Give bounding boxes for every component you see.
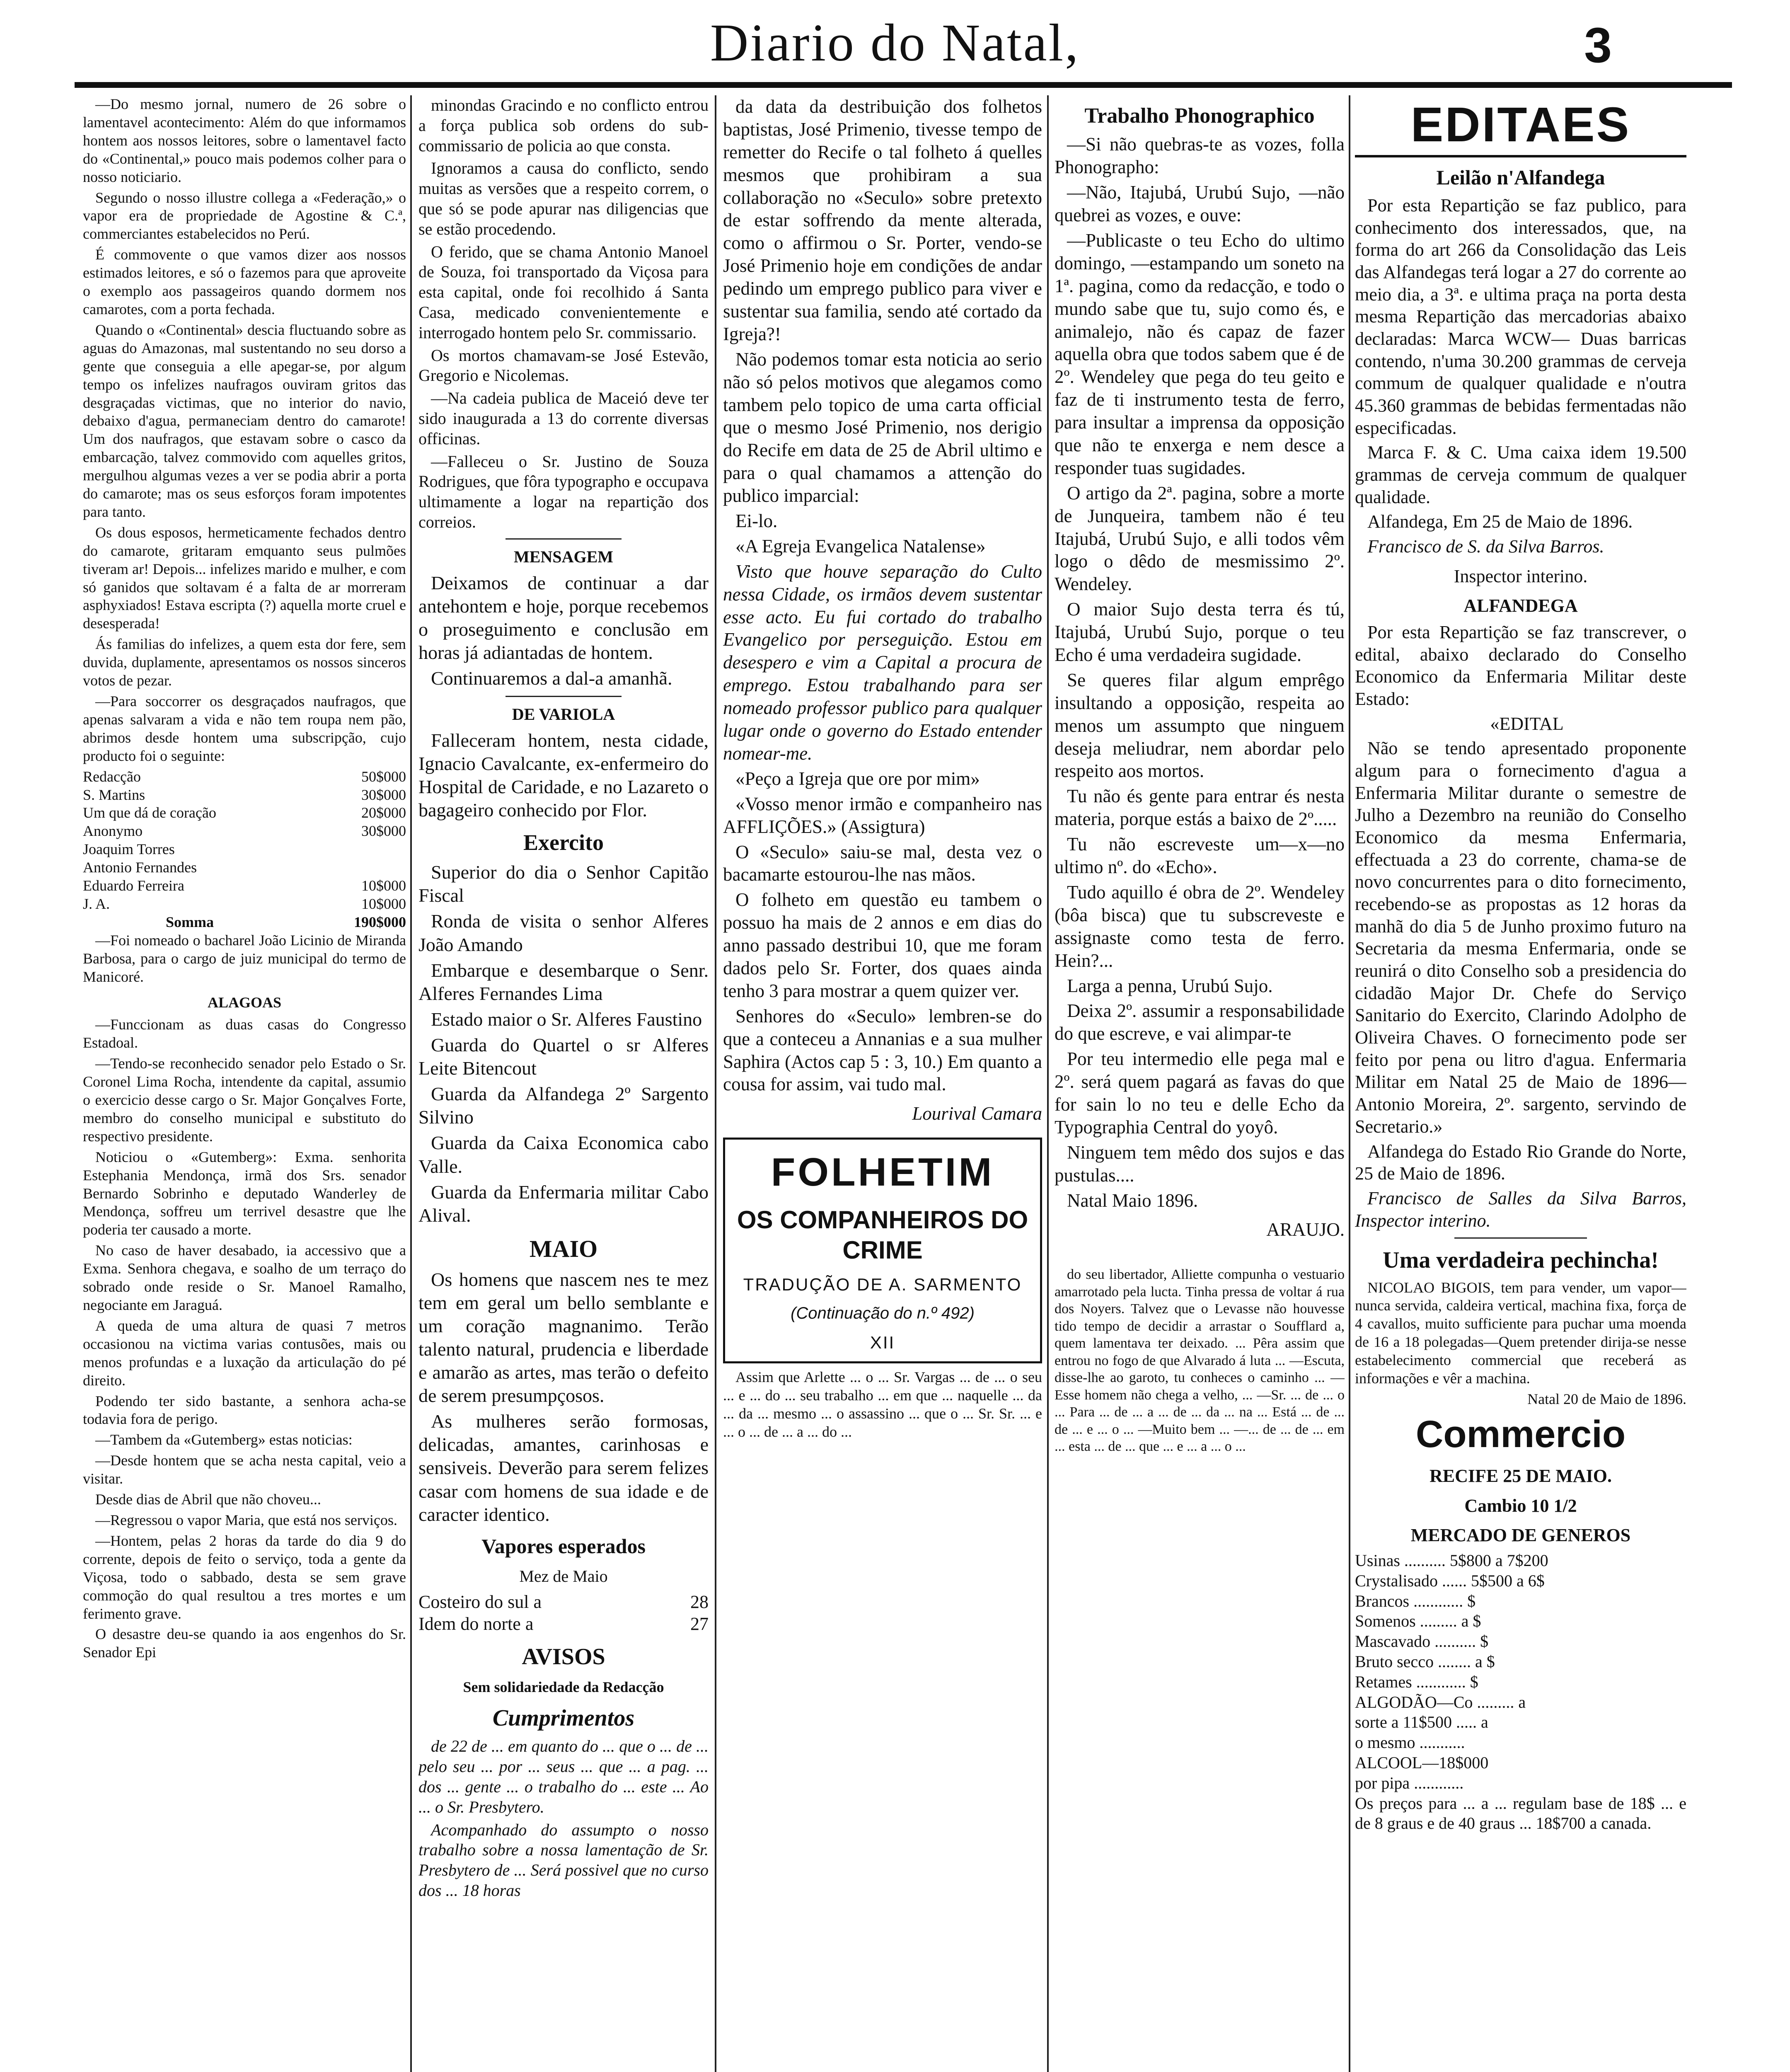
paragraph: Ei-lo. <box>735 511 778 532</box>
divider <box>506 696 622 697</box>
section-heading: DE VARIOLA <box>512 705 615 724</box>
column-4 <box>1055 95 1345 2072</box>
paragraph: —Desde hontem que se acha nesta capital, veio a visitar. <box>83 1452 406 1487</box>
paragraph: Marca F. & C. Uma caixa idem 19.500 grammas de cerveja commum de qualquer qualidade. <box>1355 442 1686 507</box>
column-divider <box>1047 95 1049 2072</box>
market-row: Mascavado .......... $ <box>1355 1632 1489 1651</box>
paragraph: Não podemos tomar esta noticia ao serio não só pelos motivos que alegamos como tambem pelo topico de uma carta official que o mesmo José Primenio, nos derigio do Recife em data de 25 de Abril ultimo e para o qual chamamos a attenção do publico imparcial: <box>723 349 1042 506</box>
paragraph: Quando o «Continental» descia fluctuando sobre as aguas do Amazonas, mal sustentando no seu dorso a gente que conseguia a elle apegar-se, por algum tempo os infelizes naufragos ouviram gritos das desgraçadas victimas, que no interior do navio, debaixo d'agua, permaneciam dentro do camarote! Um dos naufragos, que estavam sobre o casco da embarcação, talvez commovido com aquelles gritos, mergulhou algumas vezes a ver se podia abrir a porta do camarote; mas os seus esforços foram impotentes para tanto. <box>83 321 406 520</box>
paragraph: Podendo ter sido bastante, a senhora acha-se todavia fora de perigo. <box>83 1392 406 1428</box>
paragraph: Assim que Arlette ... o ... Sr. Vargas ... de ... o seu ... e ... do ... seu trabalho ... em que ... naquelle ... da ... da ... mesmo ... o assassino ... que o ... Sr. Sr. ... e ... o ... de ... a ... do ... <box>723 1368 1042 1440</box>
paragraph: —Funccionam as duas casas do Congresso Estadoal. <box>83 1016 406 1051</box>
section-subheading: RECIFE 25 DE MAIO. <box>1429 1466 1612 1486</box>
paragraph: «Vosso menor irmão e companheiro nas AFFLIÇÕES.» (Assigtura) <box>723 793 1042 837</box>
paragraph: —Hontem, pelas 2 horas da tarde do dia 9 do corrente, depois de feito o serviço, toda a gente da Viçosa, todo o sabbado, desta se sem grave commoção do qual resultou a tres mortes e um ferimento grave. <box>83 1532 406 1622</box>
paragraph: Por esta Repartição se faz publico, para conhecimento dos interessados, que, na forma do art 266 da Consolidação das Leis das Alfandegas terá logar a 27 do corrente ao meio dia, a 3ª. e ultima praça na porta desta mesma Repartição das mercadorias abaixo declaradas: Marca WCW— Duas barricas contendo, n'uma 30.200 grammas de cerveja commum de qualquer qualidade e n'outra 45.360 grammas de bebidas fermentadas não especificadas. <box>1355 195 1686 438</box>
paragraph: Noticiou o «Gutemberg»: Exma. senhorita Estephania Mendonça, irmã dos Srs. senador Bernardo Sobrinho e deputado Wanderley de Mendonça, soffreu um terrivel desastre que lhe poderia ter causado a morte. <box>83 1148 406 1238</box>
market-row: ALGODÃO—Co ......... a <box>1355 1692 1526 1711</box>
paragraph: Acompanhado do assumpto o nosso trabalho sobre a nossa lamentação de Sr. Presbytero de ... Será possivel que no curso dos ... 18 horas <box>418 1820 709 1900</box>
paragraph: —Regressou o vapor Maria, que está nos serviços. <box>95 1511 397 1528</box>
paragraph: —Tambem da «Gutemberg» estas noticias: <box>95 1431 353 1448</box>
paragraph: No caso de haver desabado, ia accessivo que a Exma. Senhora chegava, e soalho de um terraço do sobrado onde reside o Sr. Manoel Ramalho, negociante em Jaraguá. <box>83 1242 406 1313</box>
section-heading: MAIO <box>529 1235 598 1262</box>
masthead <box>0 0 1790 87</box>
paragraph: Se queres filar algum emprêgo insultando a opposição, respeita ao menos um assumpto que ninguem deseja meliudrar, nem abordar pelo respeito aos mortos. <box>1055 669 1345 782</box>
paragraph: É commovente o que vamos dizer aos nossos estimados leitores, e só o fazemos para que aproveite o exemplo aos passageiros quando dormem nos camarotes, com a porta fechada. <box>83 246 406 317</box>
section-heading: MENSAGEM <box>514 547 613 566</box>
market-row: Crystalisado ...... 5$500 a 6$ <box>1355 1571 1545 1590</box>
paragraph: O «Seculo» saiu-se mal, desta vez o bacamarte estourou-lhe nas mãos. <box>723 841 1042 885</box>
market-list <box>1355 1551 1686 1834</box>
section-heading: Leilão n'Alfandega <box>1436 165 1605 189</box>
section-heading: AVISOS <box>522 1644 605 1670</box>
section-heading: Exercito <box>523 830 604 855</box>
column-divider <box>1349 95 1350 2072</box>
paragraph: Falleceram hontem, nesta cidade, Ignacio Cavalcante, ex-enfermeiro do Hospital de Caridade, e no Lazareto o bagageiro conhecido por Flor. <box>418 729 709 821</box>
paragraph: —Foi nomeado o bacharel João Licinio de Miranda Barbosa, para o cargo de juiz municipal do termo de Manicoré. <box>83 932 406 985</box>
market-row: Bruto secco ........ a $ <box>1355 1652 1495 1671</box>
section-subheading: Mez de Maio <box>519 1566 608 1585</box>
paragraph: Francisco de S. da Silva Barros. <box>1367 536 1604 557</box>
paragraph: Os dous esposos, hermeticamente fechados dentro do camarote, gritaram emquanto seus pulmões tiveram ar! Depois... infelizes marido e mulher, e com só ganidos que soltavam é a falta de ar morreram asphyxiados! Estava escripta (?) aquella morte cruel e desesperada! <box>83 524 406 632</box>
paragraph: da data da destribuição dos folhetos baptistas, José Primenio, tivesse tempo de remetter do Recife o tal folheto á quelles mesmos que prohibiram a sua collaboração no «Seculo» sobre pretexto de estar soffrendo da mente alterada, como o affirmou o Sr. Porter, vendo-se José Primenio hoje em condições de andar pedindo um emprego publico para viver e sustentar sua familia, sendo até cortado da Igreja?! <box>723 96 1042 344</box>
paragraph: «Peço a Igreja que ore por mim» <box>735 768 980 789</box>
paragraph: —Si não quebras-te as vozes, folla Phonographo: <box>1055 134 1345 178</box>
market-row: Usinas .......... 5$800 a 7$200 <box>1355 1551 1548 1570</box>
ship-row: Idem do norte a 27 <box>418 1614 709 1634</box>
paragraph: NICOLAO BIGOIS, tem para vender, um vapor—nunca servida, caldeira vertical, machina fixa, força de 4 cavallos, muito sufficiente para puchar uma moenda de 16 a 18 polegadas—Quem pretender dirija-se nesse estabelecimento commercial que receberá as informações e vêr a machina. <box>1355 1279 1686 1387</box>
paragraph: «EDITAL <box>1490 713 1564 734</box>
market-row: por pipa ............ <box>1355 1773 1464 1792</box>
paragraph: Ás familias do infelizes, a quem esta dor fere, sem duvida, duplamente, apresentamos os nossos sinceros votos de pezar. <box>83 636 406 689</box>
section-heading: ALAGOAS <box>207 994 282 1011</box>
paragraph: Francisco de Salles da Silva Barros, Inspector interino. <box>1355 1188 1686 1231</box>
paragraph: A queda de uma altura de quasi 7 metros occasionou na victima varias contusões, mais ou menos profundas e a luxação da articulação do pé direito. <box>83 1317 406 1389</box>
subscription-total: Somma 190$000 <box>166 913 406 930</box>
market-row: o mesmo ........... <box>1355 1733 1465 1752</box>
folhetim-continuation: (Continuação do n.º 492) <box>791 1304 975 1322</box>
paragraph: O ferido, que se chama Antonio Manoel de Souza, foi transportado da Viçosa para esta capital, onde foi recolhido á Santa Casa, medicado convenientemente e interrogado hontem pelo Sr. commissario. <box>418 242 709 342</box>
column-3 <box>723 95 1042 2072</box>
subscription-row: Anonymo 30$000 <box>83 823 406 840</box>
section-heading: Uma verdadeira pechincha! <box>1383 1247 1659 1273</box>
paragraph: Deixa 2º. assumir a responsabilidade do que escreve, e vai alimpar-te <box>1055 1000 1345 1044</box>
paragraph: Por teu intermedio elle pega mal e 2º. será quem pagará as favas do que for sain lo no teu e delle Echo da Typographia Central do yoyô. <box>1055 1048 1345 1138</box>
paragraph: Guarda da Alfandega 2º Sargento Silvino <box>418 1083 709 1128</box>
paragraph: Os mortos chamavam-se José Estevão, Gregorio e Nicolemas. <box>418 346 709 385</box>
paragraph: Embarque e desembarque o Senr. Alferes Fernandes Lima <box>418 959 709 1004</box>
paragraph: Natal Maio 1896. <box>1067 1190 1198 1211</box>
market-row: Somenos ......... a $ <box>1355 1612 1481 1631</box>
commercio-heading: Commercio <box>1415 1413 1626 1455</box>
paragraph: As mulheres serão formosas, delicadas, amantes, carinhosas e sensiveis. Deverão para serem felizes casar com homens de sua idade e de caracter identico. <box>418 1411 709 1525</box>
divider <box>1454 1237 1587 1239</box>
paragraph: Ninguem tem mêdo dos sujos e das pustulas.... <box>1055 1142 1345 1186</box>
section-subheading: Cambio 10 1/2 <box>1464 1495 1577 1516</box>
folhetim-title: FOLHETIM <box>771 1150 994 1195</box>
paragraph: Tudo aquillo é obra de 2º. Wendeley (bôa bisca) que tu subscreveste e assignaste como testa de ferro. Hein?... <box>1055 881 1345 971</box>
subscription-row: Joaquim Torres <box>83 841 175 858</box>
paragraph: Natal 20 de Maio de 1896. <box>1527 1390 1686 1407</box>
newspaper-title: Diario do Natal, <box>710 13 1080 72</box>
paragraph: Tu não és gente para entrar és nesta materia, porque estás a baixo de 2º..... <box>1055 786 1345 830</box>
paragraph: Desde dias de Abril que não choveu... <box>95 1491 321 1508</box>
market-row: Brancos ............ $ <box>1355 1591 1476 1610</box>
column-1 <box>83 95 406 2072</box>
paragraph: Deixamos de continuar a dar antehontem e hoje, porque recebemos o proseguimento e conclusão em horas já adiantadas de hontem. <box>418 572 709 663</box>
masthead-rule <box>75 82 1732 88</box>
paragraph: Guarda da Caixa Economica cabo Valle. <box>418 1132 709 1177</box>
ship-row: Costeiro do sul a 28 <box>418 1591 709 1612</box>
paragraph: Ignoramos a causa do conflicto, sendo muitas as versões que a respeito correm, o que só se pode apurar nas diligencias que se estão procedendo. <box>418 159 709 238</box>
paragraph: Alfandega do Estado Rio Grande do Norte, 25 de Maio de 1896. <box>1355 1141 1686 1184</box>
paragraph: Alfandega, Em 25 de Maio de 1896. <box>1367 511 1633 532</box>
paragraph: Estado maior o Sr. Alferes Faustino <box>431 1008 702 1030</box>
market-row: ALCOOL—18$000 <box>1355 1753 1489 1772</box>
paragraph: —Tendo-se reconhecido senador pelo Estado o Sr. Coronel Lima Rocha, intendente da capital, assumio o exercicio desse cargo o Sr. Major Gonçalves Forte, membro do conselho municipal e substituto do respectivo presidente. <box>83 1055 406 1145</box>
folhetim-chapter: XII <box>870 1332 895 1352</box>
paragraph: «A Egreja Evangelica Natalense» <box>735 535 986 557</box>
paragraph: O maior Sujo desta terra és tú, Itajubá, Urubú Sujo, porque o teu Echo é uma verdadeira sugidade. <box>1055 599 1345 666</box>
subscription-row: Eduardo Ferreira 10$000 <box>83 877 406 894</box>
section-subheading: MERCADO DE GENEROS <box>1410 1525 1631 1546</box>
folhetim-translation: TRADUÇÃO DE A. SARMENTO <box>743 1274 1022 1294</box>
paragraph: Senhores do «Seculo» lembren-se do que a conteceu a Annanias e a sua mulher Saphira (Actos cap 5 : 3, 10.) Em quanto a cousa for assim, vai tudo mal. <box>723 1005 1042 1095</box>
market-row: sorte a 11$500 ..... a <box>1355 1713 1488 1732</box>
folhetim-subtitle: OS COMPANHEIROS DO CRIME <box>737 1206 1028 1264</box>
subscription-row: S. Martins 30$000 <box>83 786 406 803</box>
market-row: Retames ............ $ <box>1355 1672 1478 1691</box>
paragraph: —Para soccorrer os desgraçados naufragos, que apenas salvaram a vida e não tem roupa nem pão, abrimos desde hontem uma subscripção, cujo producto foi o seguinte: <box>83 693 406 764</box>
paragraph: —Publicaste o teu Echo do ultimo domingo, —estampando um soneto na 1ª. pagina, como da redacção, e todo o mundo sabe que tu, sujo como és, e animalejo, não és capaz de fazer aquella obra que todos sabem que é de 2º. Wendeley que pega do teu geito e faz de ti instrumento testa de ferro, para insultar a imprensa da opposição que não te enxerga e nem desce a responder tuas sugidades. <box>1055 230 1345 478</box>
divider <box>506 538 622 540</box>
paragraph: O desastre deu-se quando ia aos engenhos do Sr. Senador Epi <box>83 1626 406 1661</box>
signature: Lourival Camara <box>912 1103 1042 1124</box>
paragraph: minondas Gracindo e no conflicto entrou a força publica sob ordens do sub-commissario de policia ao que consta. <box>418 96 709 155</box>
paragraph: Continuaremos a dal-a amanhã. <box>431 667 672 689</box>
folhetim-box <box>723 1138 1042 1363</box>
page-number: 3 <box>1584 17 1612 73</box>
section-heading: ALFANDEGA <box>1463 595 1578 616</box>
paragraph: —Do mesmo jornal, numero de 26 sobre o lamentavel acontecimento: Além do que informamos hontem aos nossos leitores, sobre o lamentavel facto do «Continental,» pouco mais podemos colher para o nosso noticiario. <box>83 96 406 185</box>
section-subheading: Sem solidariedade da Redacção <box>463 1679 664 1696</box>
subscription-row: Redacção 50$000 <box>83 768 406 785</box>
paragraph: de 22 de ... em quanto do ... que o ... de ... pelo seu ... por ... seus ... que ... a pag. ... dos ... gente ... o trabalho do ... este ... Ao ... o Sr. Presbytero. <box>418 1737 709 1816</box>
market-row: Os preços para ... a ... regulam base de 18$ ... e de 8 graus e de 40 graus ... 18$700 a canada. <box>1355 1794 1686 1833</box>
paragraph: Superior do dia o Senhor Capitão Fiscal <box>418 862 709 906</box>
paragraph: Guarda da Enfermaria militar Cabo Alival. <box>418 1181 709 1226</box>
paragraph: Por esta Repartição se faz transcrever, o edital, abaixo declarado do Conselho Economico da Enfermaria Militar deste Estado: <box>1355 622 1686 709</box>
paragraph: Segundo o nosso illustre collega a «Federação,» o vapor era de propriedade de Agostine & C.ª, commerciantes estabelecidos no Perú. <box>83 189 406 242</box>
paragraph: —Na cadeia publica de Maceió deve ter sido inaugurada a 13 do corrente diversas officinas. <box>418 389 709 448</box>
paragraph: —Não, Itajubá, Urubú Sujo, —não quebrei as vozes, e ouve: <box>1055 182 1345 226</box>
subscription-list <box>83 768 406 932</box>
paragraph: Visto que houve separação do Culto nessa Cidade, os irmãos devem sustentar esse acto. Eu fui cortado do trabalho Evangelico por perseguição. Estou em desespero e vim a Capital a procura de emprego. Estou trabalhando para ser nomeado professor publico para qualquer lugar onde o governo do Estado entender nomear-me. <box>723 561 1042 764</box>
paragraph: Larga a penna, Urubú Sujo. <box>1067 975 1273 996</box>
column-divider <box>715 95 716 2072</box>
paragraph: Não se tendo apresentado proponente algum para o fornecimento d'agua a Enfermaria Militar durante o semestre de Julho a Dezembro na reunião do Conselho Economico da mesma Enfermaria, effectuada a 23 do corrente, chama-se de novo concurrentes para o dito fornecimento, recebendo-se as propostas as 12 horas da manhã do dia 5 de Junho proximo futuro na Secretaria da mesma Enfermaria, onde se reunirá o dito Conselho sob a presidencia do cidadão Major Dr. Chefe do Serviço Sanitario do Exercito, Clarindo Adolpho de Oliveira Chaves. O fornecimento pode ser feito por pena ou litro d'agua. Enfermaria Militar em Natal 25 de Maio de 1896— Antonio Moreira, 2º. sargento, servindo de Secretario.» <box>1355 738 1686 1137</box>
signature: ARAUJO. <box>1266 1219 1345 1240</box>
section-heading: Cumprimentos <box>492 1705 635 1731</box>
paragraph: —Falleceu o Sr. Justino de Souza Rodrigues, que fôra typographo e occupava ultimamente a logar na repartição dos correios. <box>418 452 709 531</box>
paragraph: Ronda de visita o senhor Alferes João Amando <box>418 910 709 955</box>
paragraph: Guarda do Quartel o sr Alferes Leite Bitencout <box>418 1034 709 1079</box>
paragraph: O artigo da 2ª. pagina, sobre a morte de Junqueira, tambem não é teu Itajubá, Urubú Sujo, e alli todos vêm logo o dêdo de mesmissimo 2º. Wendeley. <box>1055 482 1345 595</box>
column-2 <box>418 95 709 2072</box>
section-heading: Vapores esperados <box>481 1534 646 1558</box>
paragraph: do seu libertador, Alliette compunha o vestuario amarrotado pela lucta. Tinha pressa de voltar á rua dos Noyers. Talvez que o Levasse não houvesse tido tempo de decidir a arrastar o Soufflard a, quem lamentava ter deixado. ... Pêra assim que entrou no fogo de que Alvarado á luta ... —Escuta, disse-lhe ao garoto, tu conheces o caminho ... —Esse homem não chega a velho, ... —Sr. ... de ... o ... Para ... de ... a ... de ... da ... na ... Está ... de ... de ... e ... o ... —Muito bem ... —... de ... de ... em ... esta ... de ... que ... e ... a ... o ... <box>1055 1267 1345 1454</box>
paragraph: Tu não escreveste um—x—no ultimo nº. do «Echo». <box>1055 834 1345 878</box>
column-divider <box>410 95 412 2072</box>
column-5 <box>1355 95 1686 2072</box>
section-heading: Trabalho Phonographico <box>1084 104 1315 128</box>
section-subheading: Inspector interino. <box>1454 566 1588 586</box>
paragraph: O folheto em questão eu tambem o possuo ha mais de 2 annos e em dias do anno passado destribui 10, que me foram dados pelo Sr. Forter, dos quaes ainda tenho 3 para mostrar a quem quizer ver. <box>723 889 1042 1001</box>
editaes-heading: EDITAES <box>1355 95 1686 157</box>
subscription-row: Antonio Fernandes <box>83 859 197 876</box>
subscription-row: J. A. 10$000 <box>83 895 406 912</box>
subscription-row: Um que dá de coração 20$000 <box>83 804 406 821</box>
paragraph: Os homens que nascem nes te mez tem em geral um bello semblante e um coração magnanimo. Terão talento natural, prudencia e liberdade e amarão as artes, mas terão o defeito de serem presumpçosos. <box>418 1268 709 1406</box>
